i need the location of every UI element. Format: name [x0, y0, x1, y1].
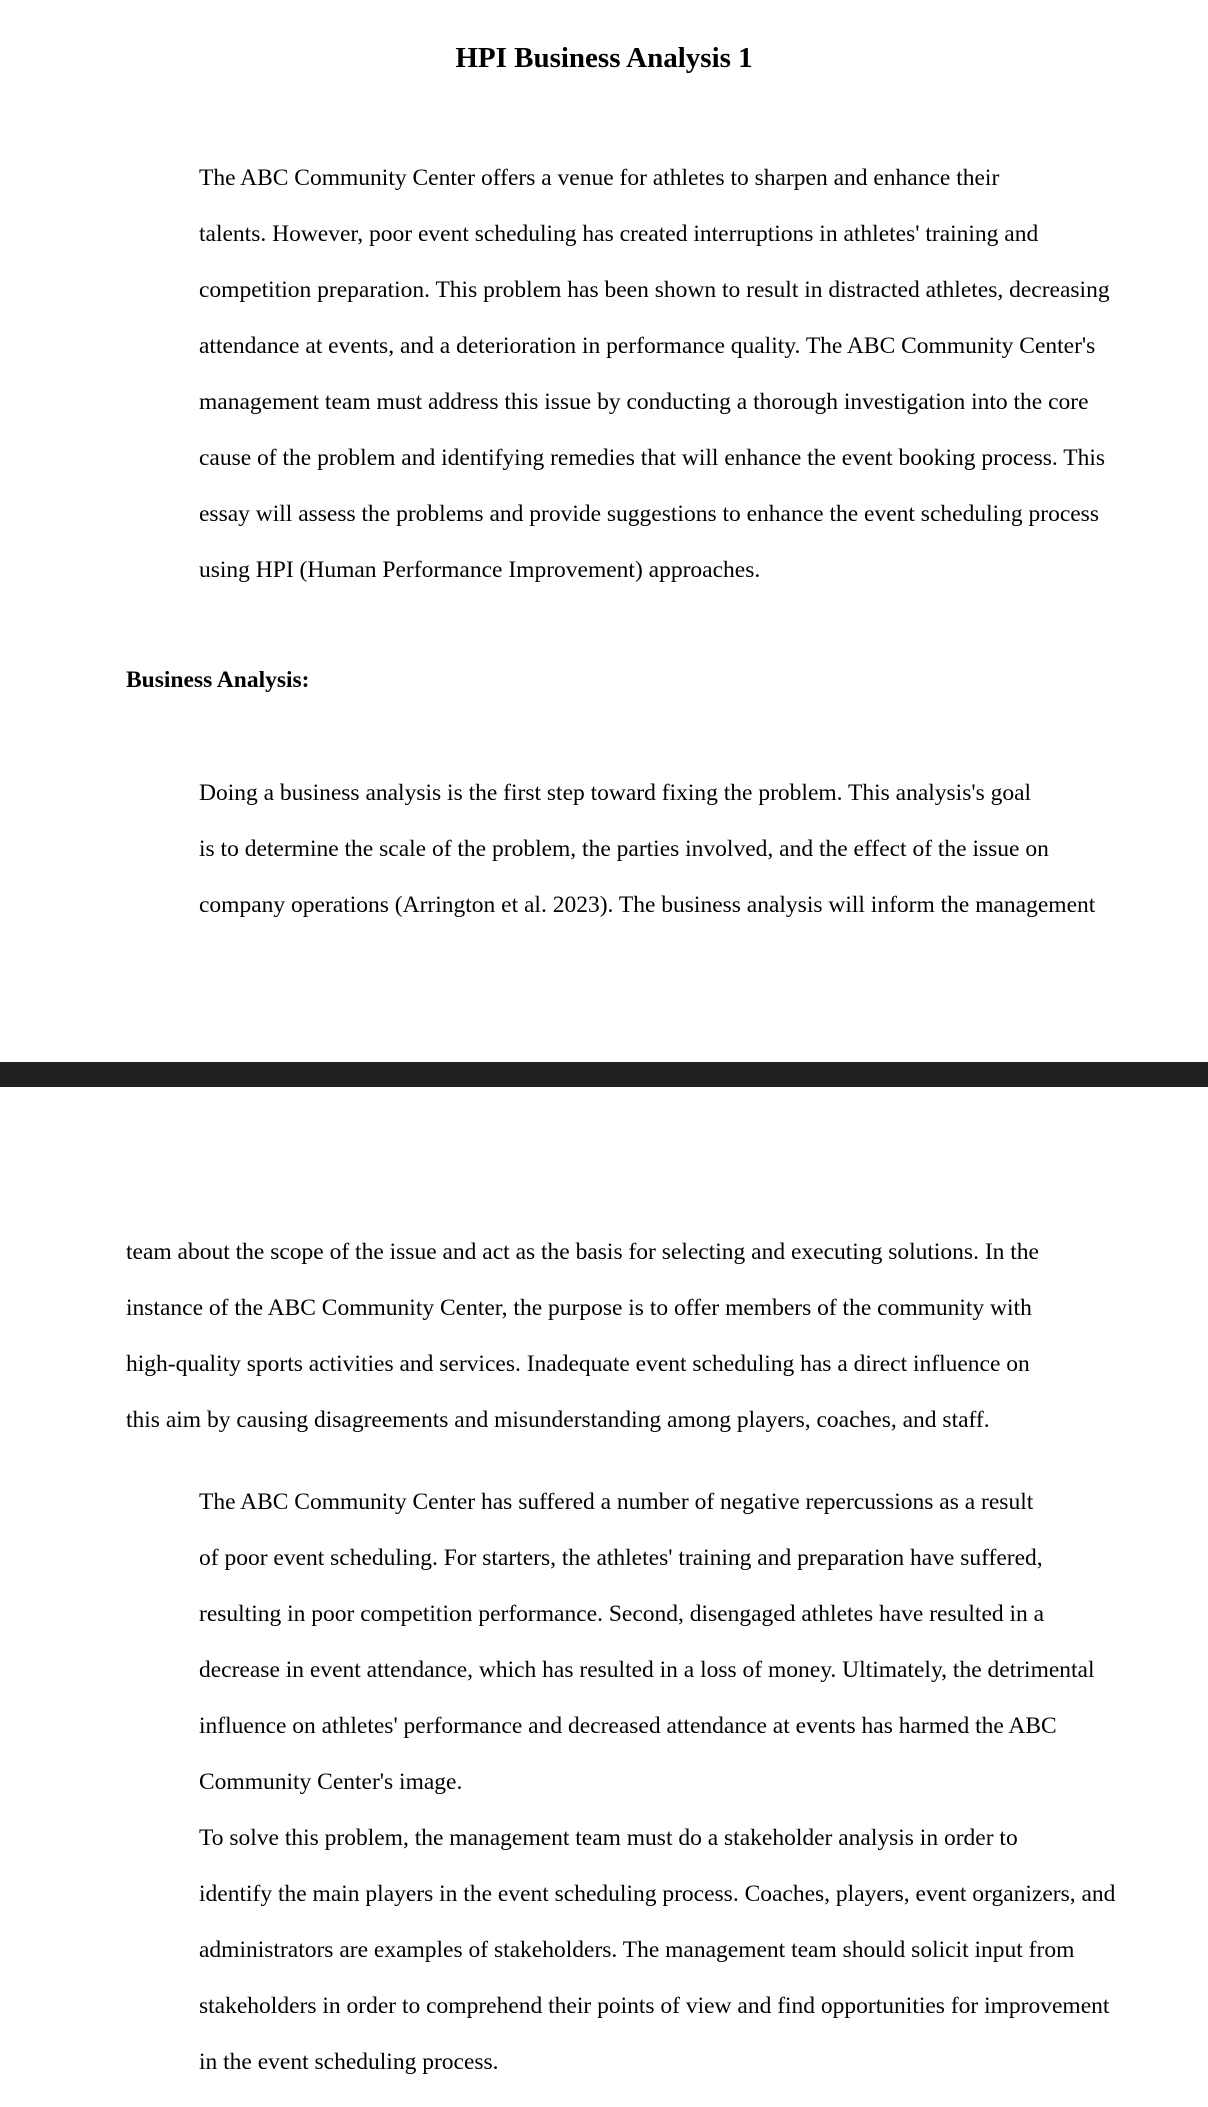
- text-line: essay will assess the problems and provide suggestions to enhance the event scheduling process: [199, 501, 1099, 527]
- analysis-paragraph: [126, 765, 1096, 933]
- document-page-2: [0, 1087, 1208, 2107]
- text-line: administrators are examples of stakeholders. The management team should solicit input from: [199, 1937, 1075, 1963]
- document-title: HPI Business Analysis 1: [455, 42, 753, 74]
- text-line: To solve this problem, the management team must do a stakeholder analysis in order to: [199, 1825, 1018, 1851]
- text-line: cause of the problem and identifying remedies that will enhance the event booking process. This: [199, 445, 1106, 471]
- text-line: team about the scope of the issue and act as the basis for selecting and executing solutions. In the: [126, 1239, 1039, 1265]
- text-line: resulting in poor competition performance. Second, disengaged athletes have resulted in a: [199, 1601, 1045, 1627]
- text-line: Community Center's image.: [199, 1769, 463, 1795]
- text-line: is to determine the scale of the problem, the parties involved, and the effect of the issue on: [199, 836, 1049, 862]
- text-line: influence on athletes' performance and decreased attendance at events has harmed the ABC: [199, 1713, 1057, 1739]
- text-line: stakeholders in order to comprehend their points of view and find opportunities for improvement: [199, 1993, 1110, 2019]
- text-line: The ABC Community Center offers a venue for athletes to sharpen and enhance their: [199, 165, 1000, 191]
- text-line: identify the main players in the event scheduling process. Coaches, players, event organizers, and: [199, 1881, 1116, 1907]
- text-line: talents. However, poor event scheduling has created interruptions in athletes' training and: [199, 221, 1039, 247]
- text-line: management team must address this issue by conducting a thorough investigation into the core: [199, 389, 1089, 415]
- text-line: of poor event scheduling. For starters, the athletes' training and preparation have suffered,: [199, 1545, 1043, 1571]
- text-line: using HPI (Human Performance Improvement) approaches.: [199, 557, 761, 583]
- text-line: competition preparation. This problem has been shown to result in distracted athletes, decreasing: [199, 277, 1110, 303]
- text-line: instance of the ABC Community Center, the purpose is to offer members of the community with: [126, 1295, 1032, 1321]
- section-heading: Business Analysis:: [126, 667, 310, 693]
- continuation-paragraph: [126, 1224, 1082, 1448]
- intro-paragraph: [126, 150, 1110, 598]
- text-line: this aim by causing disagreements and misunderstanding among players, coaches, and staff.: [126, 1407, 990, 1433]
- repercussions-paragraph: [126, 1474, 1095, 1810]
- page-separator: [0, 1062, 1208, 1087]
- text-line: decrease in event attendance, which has resulted in a loss of money. Ultimately, the detrimental: [199, 1657, 1095, 1683]
- text-line: attendance at events, and a deterioration in performance quality. The ABC Community Center's: [199, 333, 1096, 359]
- text-line: The ABC Community Center has suffered a number of negative repercussions as a result: [199, 1489, 1034, 1515]
- text-line: high-quality sports activities and services. Inadequate event scheduling has a direct influence on: [126, 1351, 1030, 1377]
- stakeholder-paragraph: [126, 1810, 1116, 2090]
- text-line: company operations (Arrington et al. 2023). The business analysis will inform the management: [199, 892, 1096, 918]
- text-line: in the event scheduling process.: [199, 2049, 499, 2075]
- text-line: Doing a business analysis is the first step toward fixing the problem. This analysis's goal: [199, 780, 1032, 806]
